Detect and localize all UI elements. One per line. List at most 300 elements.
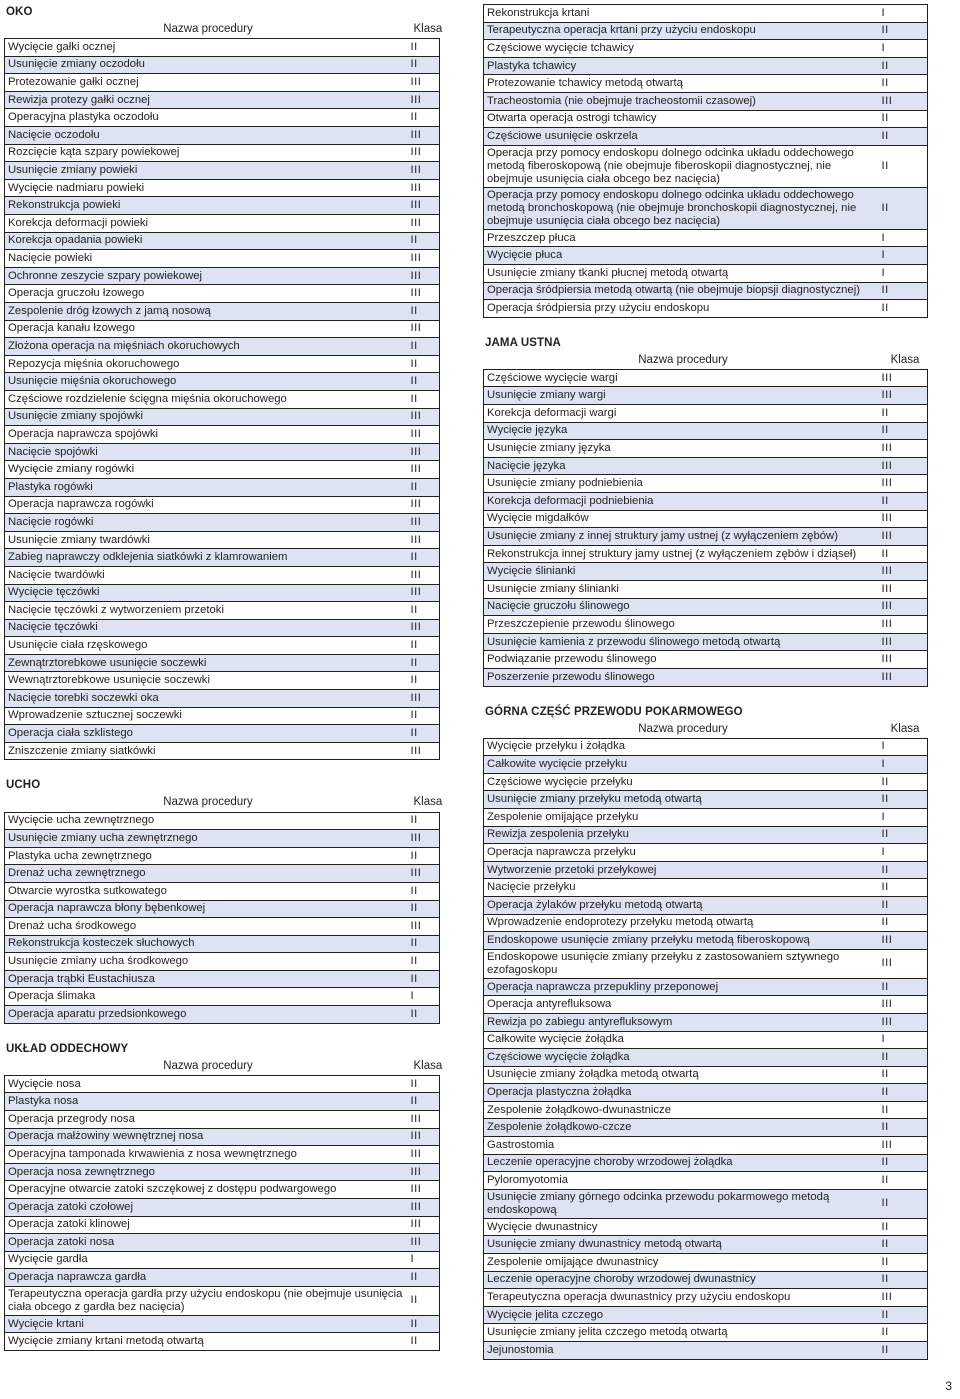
- procedure-name: Ochronne zeszycie szpary powiekowej: [5, 267, 411, 285]
- table-row: [484, 808, 928, 826]
- procedure-class: III: [882, 440, 928, 458]
- table-row: [484, 668, 928, 686]
- table-row: [5, 1333, 440, 1351]
- procedure-class: II: [411, 549, 440, 567]
- procedure-name: Przeszczepienie przewodu ślinowego: [484, 616, 882, 634]
- left-column: [4, 4, 443, 1351]
- table-row: [484, 1049, 928, 1067]
- table-row: [5, 215, 440, 233]
- procedure-name: Operacyjna plastyka oczodołu: [5, 109, 411, 127]
- procedure-name: Częściowe wycięcie tchawicy: [484, 40, 882, 58]
- table-row: [484, 1084, 928, 1102]
- header-procedure-name: Nazwa procedury: [163, 23, 253, 36]
- procedure-name: Usunięcie zmiany twardówki: [5, 531, 411, 549]
- procedure-class: II: [411, 882, 440, 900]
- table-row: [484, 492, 928, 510]
- header-procedure-name: Nazwa procedury: [163, 1059, 253, 1072]
- procedure-class: III: [411, 1110, 440, 1128]
- header-class: Klasa: [413, 1059, 443, 1072]
- procedure-name: Usunięcie kamienia z przewodu ślinowego metodą otwartą: [484, 633, 882, 651]
- procedure-name: Wycięcie migdałków: [484, 510, 882, 528]
- procedure-class: III: [882, 932, 928, 950]
- procedure-class: II: [882, 1271, 928, 1289]
- procedure-name: Operacyjna tamponada krwawienia z nosa wewnętrznego: [5, 1146, 411, 1164]
- procedure-name: Wycięcie płuca: [484, 247, 882, 265]
- procedure-name: Częściowe usunięcie oskrzela: [484, 128, 882, 146]
- procedure-name: Wprowadzenie endoprotezy przełyku metodą otwartą: [484, 914, 882, 932]
- table-row: [5, 1216, 440, 1234]
- procedure-class: III: [411, 285, 440, 303]
- procedure-class: II: [411, 725, 440, 743]
- procedure-class: II: [882, 1101, 928, 1119]
- procedure-class: II: [882, 492, 928, 510]
- procedure-class: II: [411, 338, 440, 356]
- procedure-class: II: [882, 1254, 928, 1272]
- procedure-class: II: [411, 355, 440, 373]
- procedure-name: Zniszczenie zmiany siatkówki: [5, 742, 411, 760]
- table-row: [5, 179, 440, 197]
- procedure-class: III: [882, 996, 928, 1014]
- table-row: [484, 1013, 928, 1031]
- procedure-name: Operacja małżowiny wewnętrznej nosa: [5, 1128, 411, 1146]
- procedure-class: II: [882, 22, 928, 40]
- table-row: [484, 282, 928, 300]
- procedure-class: III: [882, 92, 928, 110]
- procedure-class: III: [882, 369, 928, 387]
- table-row: [484, 738, 928, 756]
- procedure-name: Zespolenie żołądkowo-czcze: [484, 1119, 882, 1137]
- procedure-class: II: [882, 1236, 928, 1254]
- table-row: [5, 1146, 440, 1164]
- procedure-name: Rewizja protezy gałki ocznej: [5, 91, 411, 109]
- procedure-class: III: [411, 74, 440, 92]
- table-row: [484, 651, 928, 669]
- procedure-name: Tracheostomia (nie obejmuje tracheostomii czasowej): [484, 92, 882, 110]
- procedure-name: Operacja żylaków przełyku metodą otwartą: [484, 896, 882, 914]
- procedure-class: III: [411, 1146, 440, 1164]
- header-class: Klasa: [413, 796, 443, 809]
- procedure-class: II: [411, 303, 440, 321]
- procedure-class: III: [882, 387, 928, 405]
- table-row: [5, 584, 440, 602]
- table-row: [5, 426, 440, 444]
- procedure-class: II: [882, 1324, 928, 1342]
- procedure-class: II: [411, 953, 440, 971]
- procedure-name: Usunięcie zmiany powieki: [5, 162, 411, 180]
- table-row: [484, 1324, 928, 1342]
- table-row: [5, 953, 440, 971]
- procedure-name: Operacja ślimaka: [5, 988, 411, 1006]
- procedure-class: II: [882, 914, 928, 932]
- procedure-name: Gastrostomia: [484, 1137, 882, 1155]
- procedure-name: Operacja plastyczna żołądka: [484, 1084, 882, 1102]
- procedure-name: Korekcja deformacji podniebienia: [484, 492, 882, 510]
- procedure-class: II: [882, 145, 928, 187]
- procedure-class: III: [411, 1198, 440, 1216]
- table-header-row: [484, 352, 928, 370]
- procedure-class: III: [411, 1163, 440, 1181]
- table-row: [484, 616, 928, 634]
- procedure-class: III: [411, 320, 440, 338]
- procedure-name: Jejunostomia: [484, 1342, 882, 1360]
- procedure-class: II: [411, 935, 440, 953]
- table-row: [484, 145, 928, 187]
- table-row: [5, 865, 440, 883]
- table-row: [5, 56, 440, 74]
- table-row: [484, 1342, 928, 1360]
- procedure-class: II: [411, 1286, 440, 1315]
- procedure-class: I: [882, 40, 928, 58]
- table-row: [5, 197, 440, 215]
- procedure-class: II: [882, 1154, 928, 1172]
- table-row: [5, 988, 440, 1006]
- table-row: [5, 1286, 440, 1315]
- procedure-class: I: [411, 988, 440, 1006]
- procedure-class: III: [411, 461, 440, 479]
- procedure-class: III: [411, 865, 440, 883]
- table-row: [5, 1198, 440, 1216]
- table-row: [5, 549, 440, 567]
- procedure-name: Usunięcie zmiany ucha zewnętrznego: [5, 830, 411, 848]
- procedure-name: Usunięcie zmiany języka: [484, 440, 882, 458]
- table-row: [484, 1306, 928, 1324]
- table-row: [484, 369, 928, 387]
- procedure-name: Zabieg naprawczy odklejenia siatkówki z klamrowaniem: [5, 549, 411, 567]
- procedure-table: [4, 21, 443, 760]
- header-class: Klasa: [890, 353, 920, 366]
- table-row: [484, 187, 928, 229]
- procedure-name: Usunięcie zmiany żołądka metodą otwartą: [484, 1066, 882, 1084]
- procedure-name: Usunięcie zmiany tkanki płucnej metodą otwartą: [484, 264, 882, 282]
- procedure-class: II: [411, 109, 440, 127]
- procedure-class: II: [882, 826, 928, 844]
- procedure-class: II: [882, 57, 928, 75]
- procedure-class: II: [882, 405, 928, 423]
- procedure-class: III: [882, 580, 928, 598]
- table-row: [484, 949, 928, 978]
- procedure-section: [4, 4, 443, 760]
- procedure-name: Wewnątrztorebkowe usunięcie soczewki: [5, 672, 411, 690]
- procedure-class: III: [882, 668, 928, 686]
- procedure-name: Endoskopowe usunięcie zmiany przełyku metodą fiberoskopową: [484, 932, 882, 950]
- procedure-class: III: [411, 566, 440, 584]
- procedure-name: Usunięcie zmiany przełyku metodą otwartą: [484, 791, 882, 809]
- procedure-name: Zespolenie omijające przełyku: [484, 808, 882, 826]
- table-row: [5, 654, 440, 672]
- procedure-class: II: [411, 390, 440, 408]
- procedure-name: Usunięcie zmiany z innej struktury jamy ustnej (z wyłączeniem zębów): [484, 528, 882, 546]
- procedure-class: III: [882, 1289, 928, 1307]
- procedure-class: III: [411, 830, 440, 848]
- procedure-table: [483, 352, 928, 687]
- table-row: [484, 773, 928, 791]
- section-spacer: [4, 1024, 440, 1041]
- procedure-class: III: [411, 162, 440, 180]
- table-row: [5, 1093, 440, 1111]
- procedure-name: Wycięcie gardła: [5, 1251, 411, 1269]
- procedure-section: [483, 318, 928, 687]
- procedure-class: III: [411, 531, 440, 549]
- section-title: JAMA USTNA: [485, 336, 561, 349]
- procedure-name: Plastyka ucha zewnętrznego: [5, 847, 411, 865]
- table-row: [5, 443, 440, 461]
- procedure-class: II: [411, 1075, 440, 1093]
- procedure-name: Endoskopowe usunięcie zmiany przełyku z zastosowaniem sztywnego ezofagoskopu: [484, 949, 882, 978]
- procedure-name: Zewnątrztorebkowe usunięcie soczewki: [5, 654, 411, 672]
- table-row: [5, 602, 440, 620]
- table-header-row: [5, 794, 440, 812]
- procedure-class: II: [411, 637, 440, 655]
- procedure-class: II: [411, 373, 440, 391]
- procedure-class: II: [411, 847, 440, 865]
- procedure-name: Częściowe wycięcie wargi: [484, 369, 882, 387]
- procedure-class: III: [411, 690, 440, 708]
- procedure-name: Całkowite wycięcie żołądka: [484, 1031, 882, 1049]
- procedure-name: Operacja nosa zewnętrznego: [5, 1163, 411, 1181]
- procedure-name: Operacja gruczołu łzowego: [5, 285, 411, 303]
- procedure-name: Podwiązanie przewodu ślinowego: [484, 651, 882, 669]
- procedure-class: III: [882, 598, 928, 616]
- procedure-name: Rewizja zespolenia przełyku: [484, 826, 882, 844]
- table-row: [5, 303, 440, 321]
- procedure-class: II: [882, 896, 928, 914]
- header-procedure-name: Nazwa procedury: [638, 722, 728, 735]
- table-row: [484, 1154, 928, 1172]
- procedure-name: Nacięcie przełyku: [484, 879, 882, 897]
- procedure-name: Operacja przegrody nosa: [5, 1110, 411, 1128]
- table-row: [484, 1218, 928, 1236]
- procedure-class: II: [882, 879, 928, 897]
- procedure-class: III: [411, 267, 440, 285]
- procedure-name: Operacja naprawcza spojówki: [5, 426, 411, 444]
- procedure-class: II: [882, 1119, 928, 1137]
- header-procedure-name: Nazwa procedury: [638, 353, 728, 366]
- procedure-class: I: [882, 229, 928, 247]
- table-row: [5, 39, 440, 57]
- procedure-name: Operacja przy pomocy endoskopu dolnego odcinka układu oddechowego metodą bronchoskopową (nie obejmuje bronchoskopii diagnostycznej, nie obejmuje usunięcia ciała obcego bez nacięcia): [484, 187, 882, 229]
- table-row: [5, 1234, 440, 1252]
- table-row: [5, 267, 440, 285]
- procedure-class: II: [882, 978, 928, 996]
- procedure-name: Operacja antyrefluksowa: [484, 996, 882, 1014]
- table-row: [484, 633, 928, 651]
- procedure-name: Wycięcie gałki ocznej: [5, 39, 411, 57]
- procedure-class: III: [411, 1216, 440, 1234]
- procedure-name: Operacja zatoki klinowej: [5, 1216, 411, 1234]
- procedure-name: Zespolenie żołądkowo-dwunastnicze: [484, 1101, 882, 1119]
- procedure-name: Korekcja deformacji powieki: [5, 215, 411, 233]
- procedure-name: Operacja przy pomocy endoskopu dolnego odcinka układu oddechowego metodą fiberoskopową (nie obejmuje fiberoskopii diagnostycznej, nie obejmuje usunięcia ciała obcego bez nacięcia): [484, 145, 882, 187]
- procedure-name: Wycięcie nadmiaru powieki: [5, 179, 411, 197]
- table-row: [484, 528, 928, 546]
- procedure-class: I: [882, 756, 928, 774]
- procedure-name: Plastyka tchawicy: [484, 57, 882, 75]
- table-row: [484, 844, 928, 862]
- table-header-row: [484, 721, 928, 739]
- procedure-name: Częściowe wycięcie przełyku: [484, 773, 882, 791]
- table-row: [5, 232, 440, 250]
- procedure-name: Wycięcie ślinianki: [484, 563, 882, 581]
- procedure-class: II: [411, 56, 440, 74]
- procedure-name: Całkowite wycięcie przełyku: [484, 756, 882, 774]
- procedure-name: Wycięcie języka: [484, 422, 882, 440]
- table-row: [5, 162, 440, 180]
- table-row: [5, 1075, 440, 1093]
- procedure-name: Nacięcie powieki: [5, 250, 411, 268]
- table-row: [5, 637, 440, 655]
- procedure-class: II: [882, 773, 928, 791]
- procedure-class: III: [882, 1137, 928, 1155]
- table-row: [5, 918, 440, 936]
- procedure-class: I: [882, 1031, 928, 1049]
- procedure-name: Częściowe wycięcie żołądka: [484, 1049, 882, 1067]
- table-row: [484, 387, 928, 405]
- table-row: [484, 1031, 928, 1049]
- table-row: [5, 91, 440, 109]
- procedure-name: Leczenie operacyjne choroby wrzodowej dwunastnicy: [484, 1271, 882, 1289]
- table-row: [5, 725, 440, 743]
- table-row: [484, 598, 928, 616]
- table-row: [484, 475, 928, 493]
- table-row: [5, 566, 440, 584]
- table-row: [5, 707, 440, 725]
- table-row: [484, 247, 928, 265]
- procedure-class: III: [411, 426, 440, 444]
- procedure-class: III: [882, 633, 928, 651]
- procedure-class: II: [882, 791, 928, 809]
- header-class: Klasa: [413, 23, 443, 36]
- table-row: [484, 1119, 928, 1137]
- table-row: [484, 996, 928, 1014]
- procedure-class: III: [411, 584, 440, 602]
- table-row: [484, 1066, 928, 1084]
- procedure-class: II: [882, 110, 928, 128]
- procedure-name: Zespolenie dróg łzowych z jamą nosową: [5, 303, 411, 321]
- table-row: [5, 531, 440, 549]
- procedure-name: Częściowe rozdzielenie ścięgna mięśnia okoruchowego: [5, 390, 411, 408]
- procedure-name: Wycięcie krtani: [5, 1315, 411, 1333]
- table-row: [484, 92, 928, 110]
- table-row: [484, 264, 928, 282]
- procedure-name: Protezowanie gałki ocznej: [5, 74, 411, 92]
- table-row: [5, 1315, 440, 1333]
- table-row: [5, 812, 440, 830]
- table-row: [5, 109, 440, 127]
- procedure-name: Usunięcie zmiany dwunastnicy metodą otwartą: [484, 1236, 882, 1254]
- table-row: [484, 110, 928, 128]
- procedure-name: Rekonstrukcja innej struktury jamy ustnej (z wyłączeniem zębów i dziąseł): [484, 545, 882, 563]
- procedure-class: II: [411, 1333, 440, 1351]
- table-row: [484, 1101, 928, 1119]
- table-row: [5, 320, 440, 338]
- procedure-name: Usunięcie mięśnia okoruchowego: [5, 373, 411, 391]
- table-row: [5, 461, 440, 479]
- table-row: [484, 457, 928, 475]
- table-row: [484, 545, 928, 563]
- procedure-name: Usunięcie zmiany jelita czczego metodą otwartą: [484, 1324, 882, 1342]
- procedure-class: II: [882, 1172, 928, 1190]
- procedure-name: Operacja naprawcza przepukliny przeponowej: [484, 978, 882, 996]
- table-row: [484, 57, 928, 75]
- table-row: [5, 514, 440, 532]
- procedure-name: Nacięcie oczodołu: [5, 127, 411, 145]
- table-row: [484, 229, 928, 247]
- procedure-table: [483, 4, 928, 318]
- procedure-section: [483, 4, 928, 318]
- table-row: [484, 1236, 928, 1254]
- procedure-name: Wprowadzenie sztucznej soczewki: [5, 707, 411, 725]
- procedure-name: Wycięcie przełyku i żołądka: [484, 738, 882, 756]
- procedure-class: III: [882, 616, 928, 634]
- table-row: [484, 75, 928, 93]
- table-row: [5, 1006, 440, 1024]
- procedure-class: III: [882, 457, 928, 475]
- procedure-class: II: [882, 861, 928, 879]
- procedure-class: III: [882, 510, 928, 528]
- procedure-name: Otwarcie wyrostka sutkowatego: [5, 882, 411, 900]
- table-row: [484, 879, 928, 897]
- right-column: [483, 4, 928, 1360]
- procedure-name: Operacja aparatu przedsionkowego: [5, 1006, 411, 1024]
- procedure-class: III: [411, 144, 440, 162]
- table-row: [5, 900, 440, 918]
- procedure-class: III: [411, 91, 440, 109]
- procedure-name: Drenaż ucha środkowego: [5, 918, 411, 936]
- procedure-class: III: [411, 408, 440, 426]
- table-row: [484, 978, 928, 996]
- procedure-class: III: [411, 250, 440, 268]
- procedure-name: Nacięcie języka: [484, 457, 882, 475]
- table-row: [5, 1251, 440, 1269]
- procedure-class: II: [882, 187, 928, 229]
- procedure-name: Operacja zatoki nosa: [5, 1234, 411, 1252]
- procedure-name: Usunięcie zmiany górnego odcinka przewodu pokarmowego metodą endoskopową: [484, 1189, 882, 1218]
- procedure-class: III: [411, 197, 440, 215]
- table-row: [484, 1189, 928, 1218]
- table-row: [484, 1254, 928, 1272]
- table-row: [484, 22, 928, 40]
- procedure-name: Wycięcie jelita czczego: [484, 1306, 882, 1324]
- procedure-class: II: [882, 1084, 928, 1102]
- procedure-class: III: [882, 475, 928, 493]
- procedure-name: Nacięcie twardówki: [5, 566, 411, 584]
- procedure-class: II: [411, 812, 440, 830]
- procedure-name: Operacja śródpiersia przy użyciu endoskopu: [484, 300, 882, 318]
- procedure-name: Usunięcie zmiany spojówki: [5, 408, 411, 426]
- section-title: UKŁAD ODDECHOWY: [6, 1042, 129, 1055]
- table-row: [5, 250, 440, 268]
- procedure-name: Rekonstrukcja krtani: [484, 5, 882, 23]
- procedure-name: Usunięcie zmiany ślinianki: [484, 580, 882, 598]
- procedure-class: III: [882, 651, 928, 669]
- procedure-name: Usunięcie zmiany oczodołu: [5, 56, 411, 74]
- table-row: [484, 791, 928, 809]
- procedure-class: I: [882, 844, 928, 862]
- procedure-name: Złożona operacja na mięśniach okoruchowych: [5, 338, 411, 356]
- procedure-class: II: [882, 1066, 928, 1084]
- table-row: [484, 756, 928, 774]
- procedure-name: Drenaż ucha zewnętrznego: [5, 865, 411, 883]
- table-row: [484, 932, 928, 950]
- procedure-class: III: [411, 1234, 440, 1252]
- procedure-table: [4, 794, 443, 1023]
- procedure-name: Poszerzenie przewodu ślinowego: [484, 668, 882, 686]
- procedure-class: II: [882, 128, 928, 146]
- table-row: [484, 405, 928, 423]
- procedure-name: Otwarta operacja ostrogi tchawicy: [484, 110, 882, 128]
- procedure-name: Wycięcie nosa: [5, 1075, 411, 1093]
- procedure-name: Protezowanie tchawicy metodą otwartą: [484, 75, 882, 93]
